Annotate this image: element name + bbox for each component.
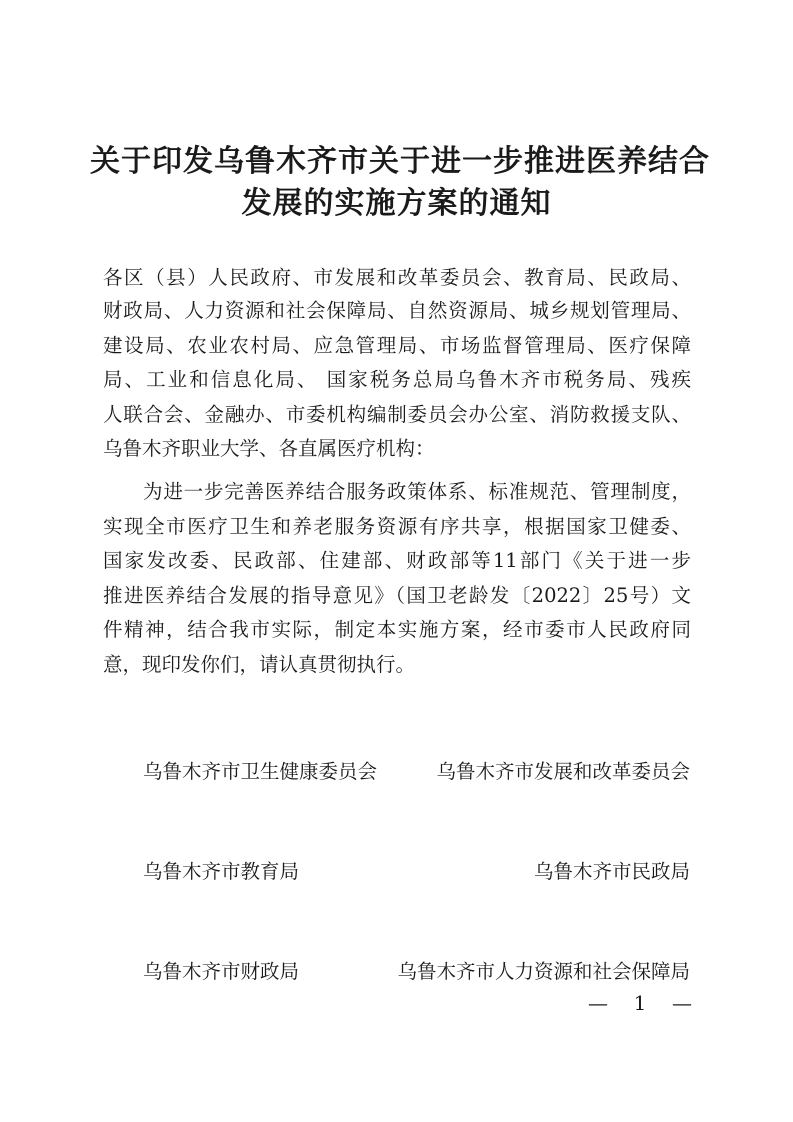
body-line: 国家发改委、民政部、住建部、财政部等11部门《关于进一步 (103, 549, 691, 572)
body-line: 为进一步完善医养结合服务政策体系、标准规范、管理制度， (143, 480, 691, 503)
recipients-line: 乌鲁木齐职业大学、各直属医疗机构： (103, 437, 435, 460)
page-number-dash-left: — (588, 991, 608, 1015)
recipients-line: 人联合会、金融办、市委机构编制委员会办公室、消防救援支队、 (103, 403, 691, 426)
signatory-finance-bureau: 乌鲁木齐市财政局 (143, 960, 300, 983)
body-line: 实现全市医疗卫生和养老服务资源有序共享，根据国家卫健委、 (103, 515, 691, 538)
document-title-line-2: 发展的实施方案的通知 (241, 186, 552, 221)
body-line: 件精神，结合我市实际，制定本实施方案，经市委市人民政府同 (103, 618, 691, 641)
signatory-human-resources-bureau: 乌鲁木齐市人力资源和社会保障局 (397, 960, 690, 983)
recipients-line: 财政局、人力资源和社会保障局、自然资源局、城乡规划管理局、 (103, 299, 691, 322)
signatory-education-bureau: 乌鲁木齐市教育局 (143, 860, 300, 883)
page-number (588, 991, 692, 1015)
recipients-line: 局、工业和信息化局、 国家税务总局乌鲁木齐市税务局、残疾 (103, 368, 691, 391)
signatory-civil-affairs-bureau: 乌鲁木齐市民政局 (533, 860, 690, 883)
document-title-line-1: 关于印发乌鲁木齐市关于进一步推进医养结合 (90, 144, 710, 179)
body-line: 推进医养结合发展的指导意见》（国卫老龄发〔2022〕25号）文 (103, 584, 691, 607)
page-number-dash-right: — (671, 991, 692, 1015)
body-line: 意，现印发你们，请认真贯彻执行。 (103, 653, 416, 676)
page-number-value: 1 (633, 991, 647, 1015)
signatory-health-commission: 乌鲁木齐市卫生健康委员会 (143, 760, 378, 783)
recipients-line: 各区（县）人民政府、市发展和改革委员会、教育局、民政局、 (103, 266, 691, 289)
recipients-line: 建设局、农业农村局、应急管理局、市场监督管理局、医疗保障 (103, 334, 691, 357)
signatory-development-reform-commission: 乌鲁木齐市发展和改革委员会 (436, 760, 690, 783)
